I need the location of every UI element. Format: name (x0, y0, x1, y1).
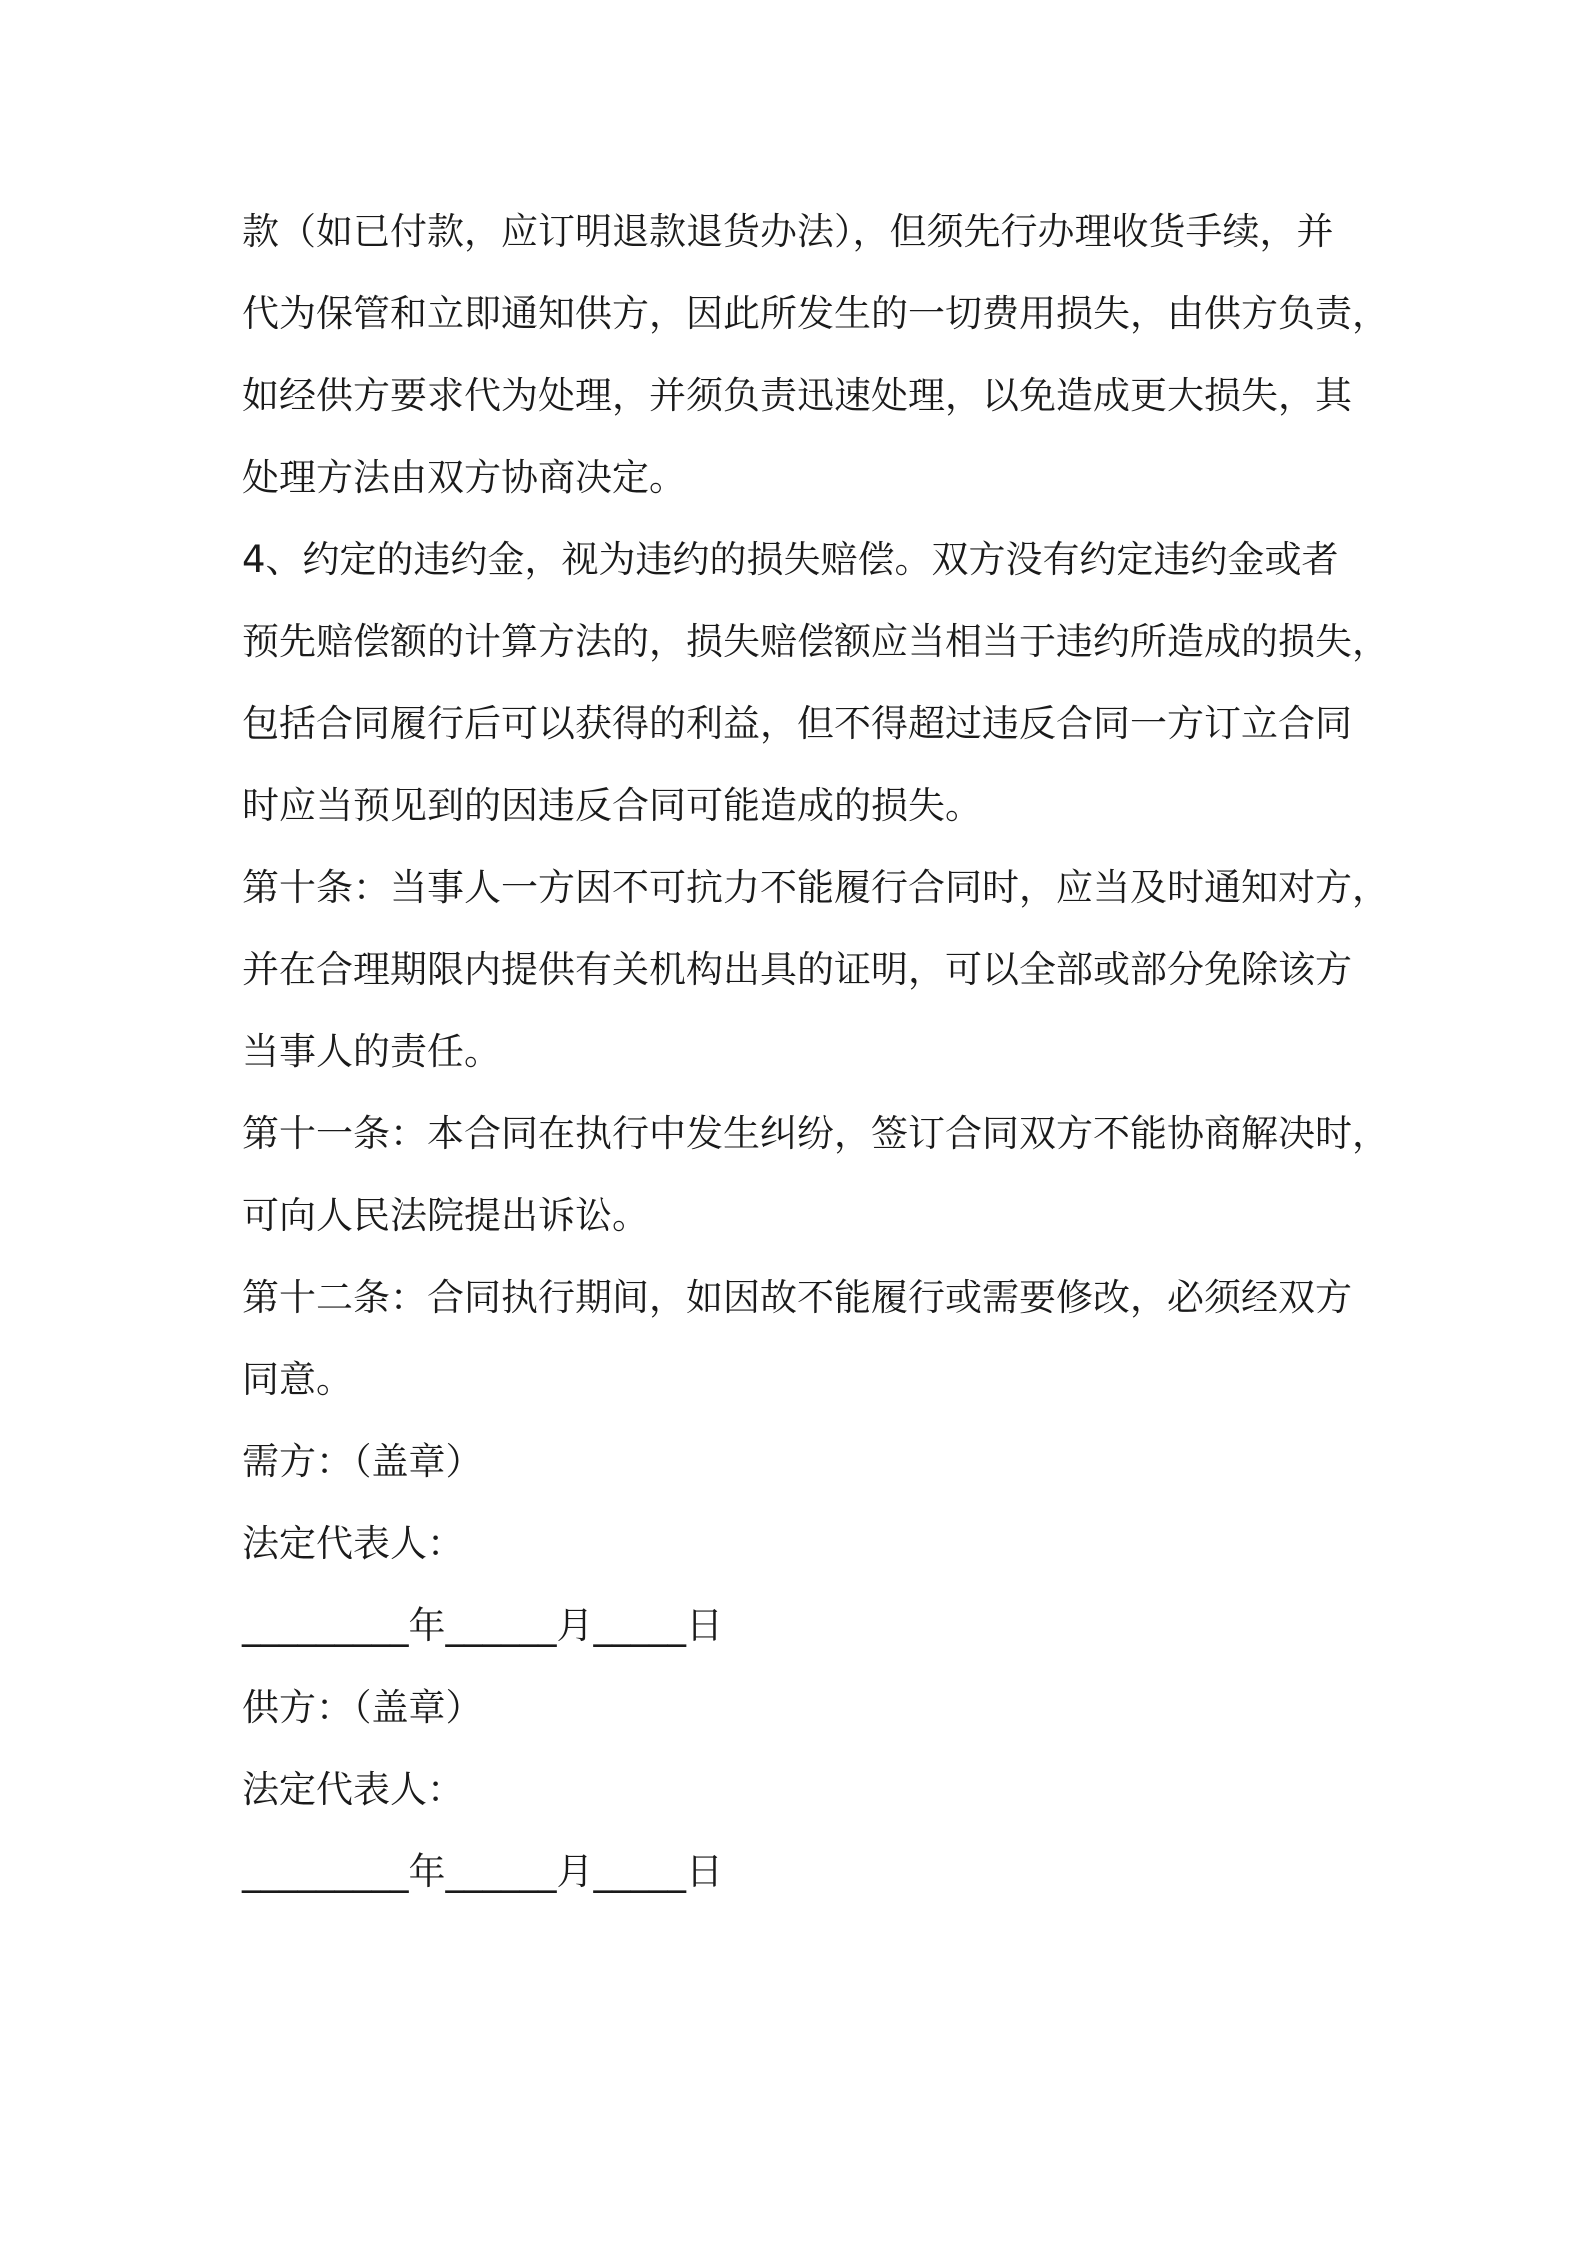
clause-9-4-line-2: 预先赔偿额的计算方法的，损失赔偿额应当相当于违约所造成的损失， (242, 620, 1389, 663)
article-11-line-2: 可向人民法院提出诉讼。 (242, 1194, 649, 1237)
clause-9-3-line-1: 款（如已付款，应订明退款退货办法），但须先行办理收货手续，并 (242, 210, 1334, 253)
article-12-line-1: 第十二条：合同执行期间，如因故不能履行或需要修改，必须经双方 (242, 1276, 1352, 1319)
buyer-date-line: _________年______月_____日 (242, 1604, 723, 1647)
article-10-line-3: 当事人的责任。 (242, 1030, 501, 1073)
article-12-line-2: 同意。 (242, 1358, 353, 1401)
clause-9-3-line-4: 处理方法由双方协商决定。 (242, 456, 686, 499)
article-11-line-1: 第十一条：本合同在执行中发生纠纷，签订合同双方不能协商解决时， (242, 1112, 1389, 1155)
buyer-legal-representative-label: 法定代表人： (242, 1522, 464, 1565)
article-10-line-2: 并在合理期限内提供有关机构出具的证明，可以全部或部分免除该方 (242, 948, 1352, 991)
clause-9-4-line-1: 4、约定的违约金，视为违约的损失赔偿。双方没有约定违约金或者 (242, 538, 1339, 581)
clause-9-3-line-2: 代为保管和立即通知供方，因此所发生的一切费用损失，由供方负责， (242, 292, 1389, 335)
buyer-seal-label: 需方：（盖章） (242, 1440, 483, 1483)
article-10-line-1: 第十条：当事人一方因不可抗力不能履行合同时，应当及时通知对方， (242, 866, 1389, 909)
clause-9-3-line-3: 如经供方要求代为处理，并须负责迅速处理，以免造成更大损失，其 (242, 374, 1352, 417)
supplier-seal-label: 供方：（盖章） (242, 1686, 483, 1729)
clause-9-4-line-4: 时应当预见到的因违反合同可能造成的损失。 (242, 784, 982, 827)
clause-9-4-line-3: 包括合同履行后可以获得的利益，但不得超过违反合同一方订立合同 (242, 702, 1352, 745)
supplier-date-line: _________年______月_____日 (242, 1850, 723, 1893)
supplier-legal-representative-label: 法定代表人： (242, 1768, 464, 1811)
